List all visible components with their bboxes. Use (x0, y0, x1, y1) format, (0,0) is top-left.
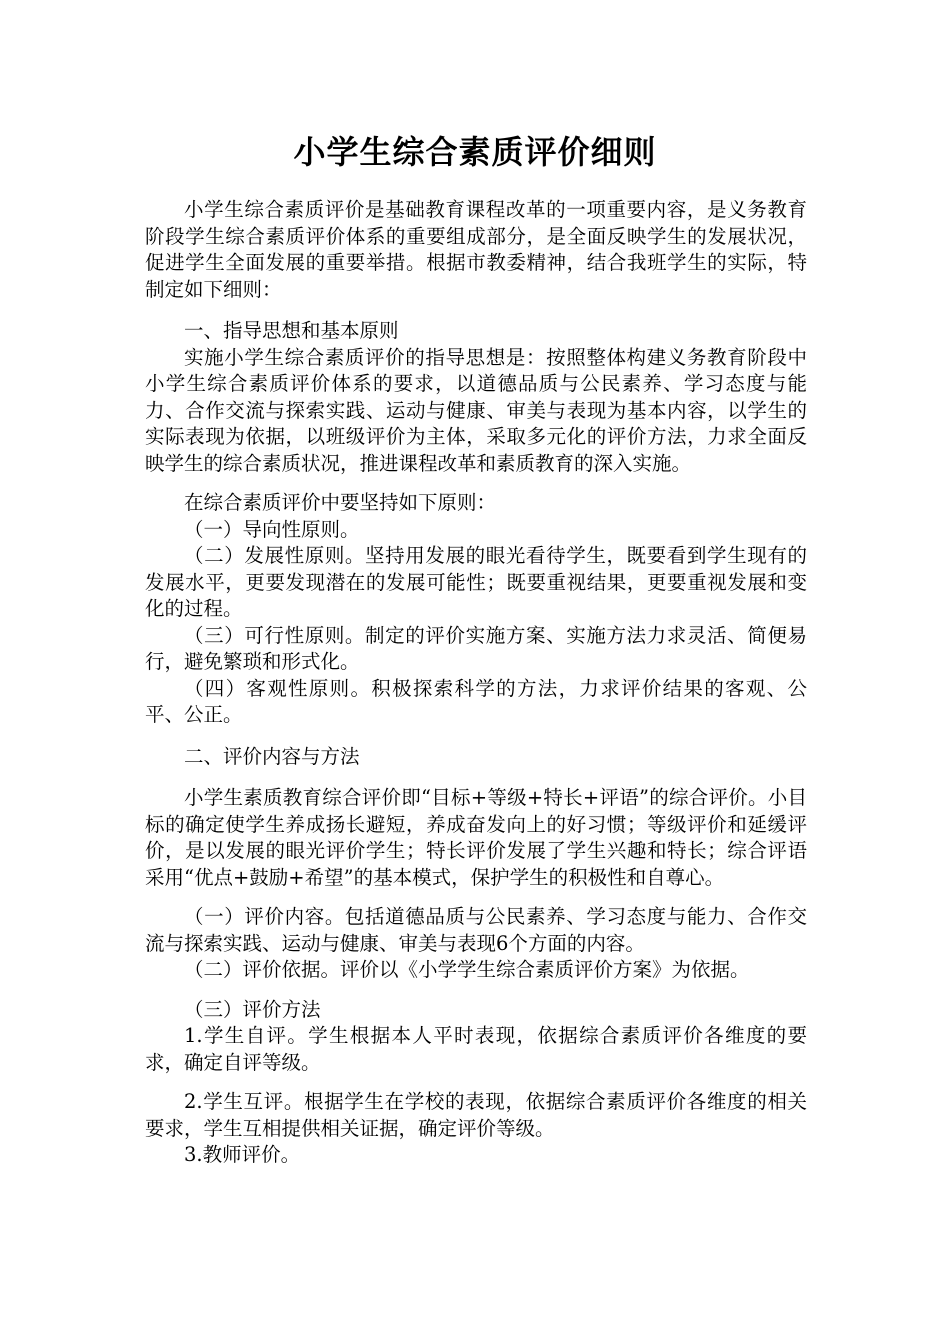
intro-paragraph: 小学生综合素质评价是基础教育课程改革的一项重要内容，是义务教育阶段学生综合素质评价体系的重要组成部分，是全面反映学生的发展状况，促进学生全面发展的重要举措。根据市教委精神，结合我班学生的实际，特制定如下细则： (145, 198, 807, 301)
method-1: 1.学生自评。学生根据本人平时表现，依据综合素质评价各维度的要求，确定自评等级。 (145, 1024, 807, 1074)
document-title: 小学生综合素质评价细则 (293, 133, 657, 171)
method-2: 2.学生互评。根据学生在学校的表现，依据综合素质评价各维度的相关要求，学生互相提供相关证据，确定评价等级。 (145, 1090, 807, 1140)
principle-4: （四）客观性原则。积极探索科学的方法，力求评价结果的客观、公平、公正。 (145, 676, 807, 726)
principles-intro: 在综合素质评价中要坚持如下原则： (184, 491, 497, 514)
section-heading-2: 二、评价内容与方法 (184, 744, 360, 768)
section-heading-1: 一、指导思想和基本原则 (184, 319, 399, 342)
method-3: 3.教师评价。 (184, 1143, 301, 1166)
document-body (145, 197, 807, 1169)
evaluation-paragraph: 小学生素质教育综合评价即“目标+等级+特长+评语”的综合评价。小目标的确定使学生养成扬长避短，养成奋发向上的好习惯；等级评价和延缓评价，是以发展的眼光评价学生；特长评价发展了学生兴趣和特长；综合评语采用“优点+鼓励+希望”的基本模式，保护学生的积极性和自尊心。 (145, 786, 807, 889)
content-item-2: （二）评价依据。评价以《小学学生综合素质评价方案》为依据。 (184, 958, 750, 981)
guiding-paragraph: 实施小学生综合素质评价的指导思想是：按照整体构建义务教育阶段中小学生综合素质评价体系的要求，以道德品质与公民素养、学习态度与能力、合作交流与探索实践、运动与健康、审美与表现为基本内容，以学生的实际表现为依据，以班级评价为主体，采取多元化的评价方法，力求全面反映学生的综合素质状况，推进课程改革和素质教育的深入实施。 (145, 345, 807, 475)
principle-2: （二）发展性原则。坚持用发展的眼光看待学生，既要看到学生现有的发展水平，更要发现潜在的发展可能性；既要重视结果，更要重视发展和变化的过程。 (145, 544, 807, 620)
principle-1: （一）导向性原则。 (184, 517, 360, 541)
principle-3: （三）可行性原则。制定的评价实施方案、实施方法力求灵活、简便易行，避免繁琐和形式化。 (145, 623, 807, 673)
method-heading: （三）评价方法 (184, 997, 321, 1021)
content-item-1: （一）评价内容。包括道德品质与公民素养、学习态度与能力、合作交流与探索实践、运动与健康、审美与表现6个方面的内容。 (145, 905, 807, 955)
